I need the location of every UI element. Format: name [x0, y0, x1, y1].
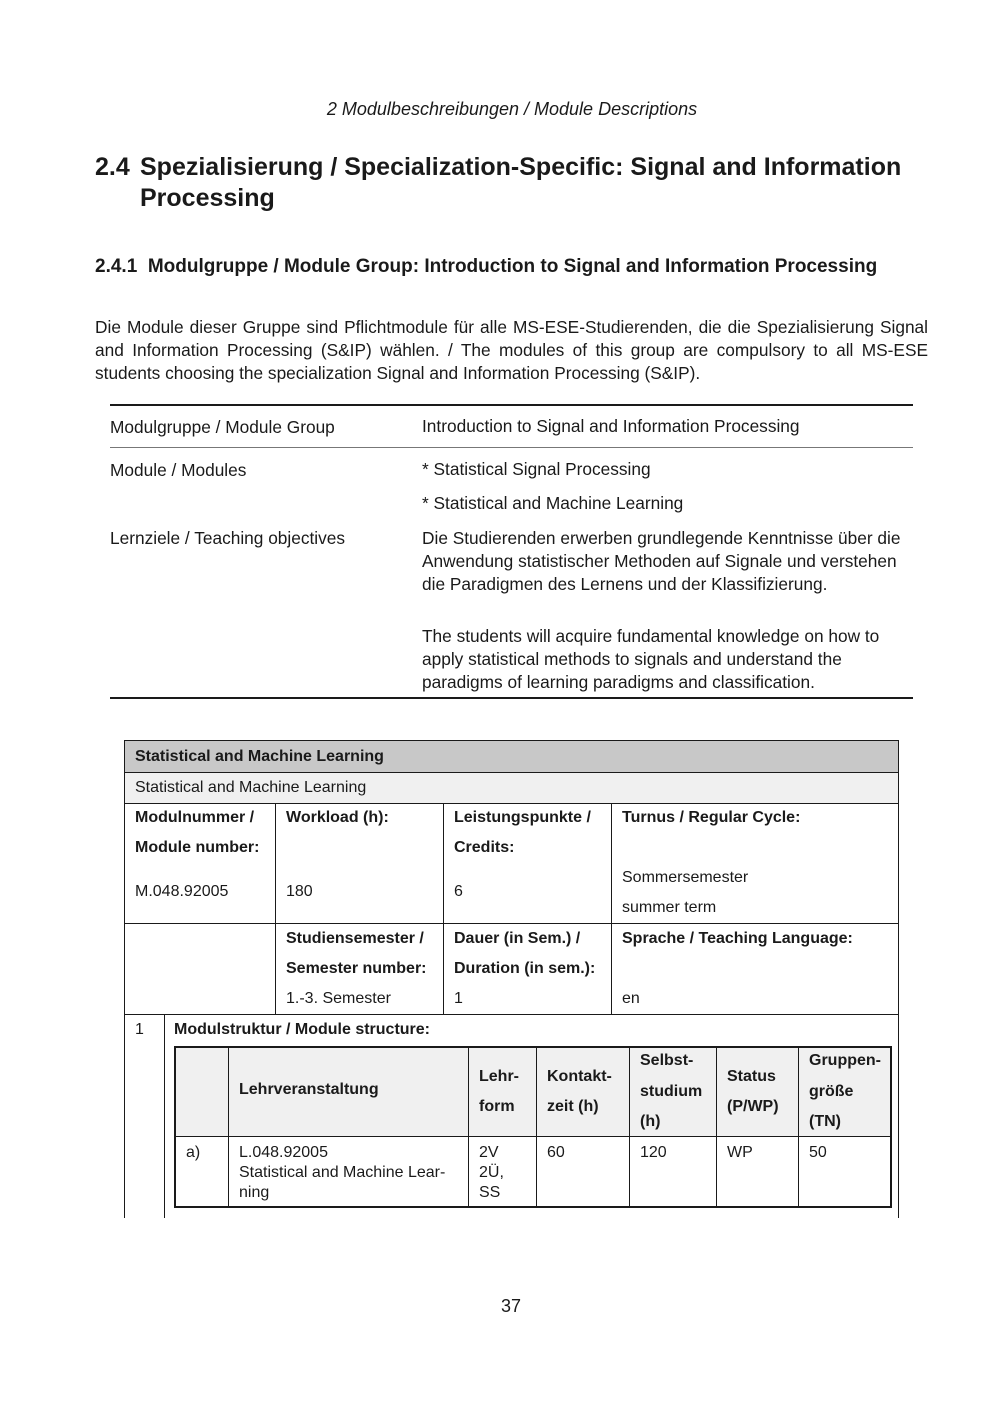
- section-number: 2.4: [95, 153, 130, 181]
- modules-label: Module / Modules: [110, 460, 247, 480]
- page-number: 37: [500, 1296, 522, 1316]
- header-group-2: größe: [809, 1083, 854, 1100]
- module-item: * Statistical Signal Processing: [422, 459, 651, 479]
- credits-label-en: Credits:: [454, 839, 515, 856]
- header-self-3: (h): [640, 1113, 661, 1130]
- structure-index: 1: [135, 1021, 144, 1038]
- header-group-3: (TN): [809, 1113, 841, 1130]
- cycle-value-de: Sommersemester: [622, 869, 749, 886]
- header-course: Lehrveranstaltung: [239, 1081, 379, 1098]
- objectives-de: Die Studierenden erwerben grundlegende Kenntnisse über die Anwendung statistischer Methoden auf Signale und verstehen die Paradigmen des Lernens und der Klassifizierung.: [422, 528, 901, 594]
- header-self: Selbst-: [640, 1052, 694, 1069]
- subsection-number: 2.4.1: [95, 256, 138, 277]
- header-self-2: studium: [640, 1083, 703, 1100]
- semester-label-en: Semester number:: [286, 960, 427, 977]
- module-number-label: Modulnummer /: [135, 809, 255, 826]
- header-contact: Kontakt-: [547, 1068, 612, 1085]
- group-label: Modulgruppe / Module Group: [110, 417, 335, 437]
- module-number-value: M.048.92005: [135, 883, 229, 900]
- duration-label-en: Duration (in sem.):: [454, 960, 596, 977]
- table-mid-rule: [110, 447, 913, 448]
- duration-label: Dauer (in Sem.) /: [454, 930, 581, 947]
- semester-value: 1.-3. Semester: [286, 990, 391, 1007]
- structure-label: Modulstruktur / Module structure:: [174, 1021, 430, 1038]
- language-label: Sprache / Teaching Language:: [622, 930, 853, 947]
- objectives-en: The students will acquire fundamental knowledge on how to apply statistical methods to signals and understand the paradigms of learning paradigms and classification.: [422, 626, 880, 692]
- semester-label: Studiensemester /: [286, 930, 424, 947]
- credits-label: Leistungspunkte /: [454, 809, 591, 826]
- row-self: 120: [640, 1144, 667, 1161]
- row-form: 2V 2Ü, SS: [479, 1144, 504, 1201]
- module-title: Statistical and Machine Learning: [135, 748, 384, 765]
- row-contact: 60: [547, 1144, 565, 1161]
- header-form: Lehr-: [479, 1068, 519, 1085]
- duration-value: 1: [454, 990, 463, 1007]
- group-value: Introduction to Signal and Information Processing: [422, 416, 800, 436]
- row-status: WP: [727, 1144, 753, 1161]
- subsection-title: Modulgruppe / Module Group: Introduction to Signal and Information Processing: [147, 256, 878, 277]
- credits-value: 6: [454, 883, 463, 900]
- header-status-2: (P/WP): [727, 1098, 779, 1115]
- workload-label: Workload (h):: [286, 809, 389, 826]
- row-group: 50: [809, 1144, 827, 1161]
- running-head: 2 Modulbeschreibungen / Module Descriptions: [326, 99, 698, 119]
- header-group: Gruppen-: [809, 1052, 881, 1069]
- subsection-heading: [95, 256, 935, 278]
- module-item: * Statistical and Machine Learning: [422, 493, 684, 513]
- cycle-label: Turnus / Regular Cycle:: [622, 809, 801, 826]
- header-status: Status: [727, 1068, 776, 1085]
- workload-value: 180: [286, 883, 313, 900]
- module-number-label-en: Module number:: [135, 839, 260, 856]
- header-contact-2: zeit (h): [547, 1098, 599, 1115]
- objectives-label: Lernziele / Teaching objectives: [110, 528, 346, 548]
- language-value: en: [622, 990, 640, 1007]
- section-title: Spezialisierung / Specialization-Specific: Signal and Information Processing: [140, 153, 902, 212]
- header-form-2: form: [479, 1098, 515, 1115]
- row-letter: a): [186, 1144, 201, 1161]
- table-bottom-rule: [110, 697, 913, 699]
- row-course: L.048.92005 Statistical and Machine Lear- ning: [239, 1144, 446, 1201]
- cycle-value-en: summer term: [622, 899, 717, 916]
- module-subtitle: Statistical and Machine Learning: [135, 779, 367, 796]
- structure-table: [174, 1046, 891, 1208]
- table-top-rule: [110, 404, 913, 406]
- intro-paragraph: Die Module dieser Gruppe sind Pflichtmodule für alle MS-ESE-Studierenden, die die Spezialisierung Signal and Information Processing (S&IP) wählen. / The modules of this group are compulsory to all MS-ESE students choosing the specialization Signal and Information Processing (S&IP).: [95, 317, 928, 383]
